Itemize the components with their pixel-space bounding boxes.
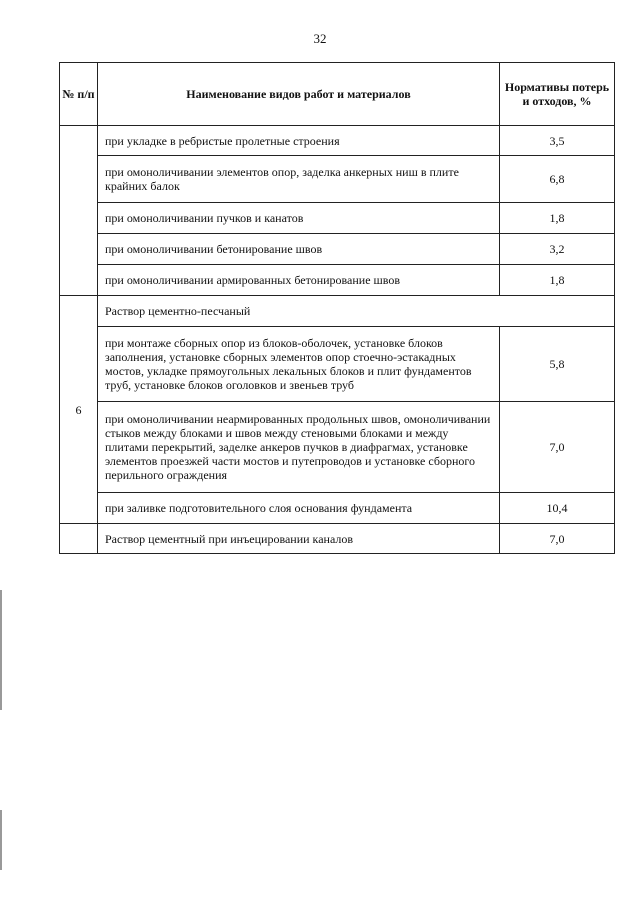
header-name: Наименование видов работ и материалов bbox=[98, 63, 500, 126]
row-number: 6 bbox=[60, 296, 98, 524]
row-value: 7,0 bbox=[500, 402, 615, 493]
scan-edge-mark bbox=[0, 810, 2, 870]
row-value: 7,0 bbox=[500, 524, 615, 554]
table-row bbox=[60, 524, 615, 554]
table-row bbox=[60, 296, 615, 327]
row-number-empty bbox=[60, 524, 98, 554]
row-name: при омоноличивании армированных бетонирование швов bbox=[98, 265, 500, 296]
row-value: 5,8 bbox=[500, 327, 615, 402]
norms-table bbox=[59, 62, 615, 554]
row-name: при заливке подготовительного слоя основания фундамента bbox=[98, 493, 500, 524]
header-norm: Нормативы потерь и отходов, % bbox=[500, 63, 615, 126]
page-number: 32 bbox=[313, 31, 327, 46]
row-value: 10,4 bbox=[500, 493, 615, 524]
row-name: при омоноличивании неармированных продольных швов, омоноличивании стыков между блоками и швов между стеновыми блоками и между плитами перекрытий, заделке анкеров пучков в диафрагмах, установке элементов проезжей части мостов и путепроводов и установке сборного перильного ограждения bbox=[98, 402, 500, 493]
row-name: при омоноличивании бетонирование швов bbox=[98, 234, 500, 265]
row-name: при омоноличивании элементов опор, заделка анкерных ниш в плите крайних балок bbox=[98, 156, 500, 203]
row-number-empty bbox=[60, 126, 98, 296]
row-name: при монтаже сборных опор из блоков-оболочек, установке блоков заполнения, установке сборных элементов опор стоечно-эстакадных мостов, укладке прямоугольных лекальных блоков и плит фундаментов труб, установке блоков оголовков и звеньев труб bbox=[98, 327, 500, 402]
table-row bbox=[60, 126, 615, 156]
table-row bbox=[60, 203, 615, 234]
table-row bbox=[60, 402, 615, 493]
row-name: Раствор цементный при инъецировании каналов bbox=[98, 524, 500, 554]
table-row bbox=[60, 265, 615, 296]
row-value: 3,2 bbox=[500, 234, 615, 265]
row-value: 3,5 bbox=[500, 126, 615, 156]
scan-edge-mark bbox=[0, 590, 2, 710]
row-value: 6,8 bbox=[500, 156, 615, 203]
table-row bbox=[60, 327, 615, 402]
table-row bbox=[60, 493, 615, 524]
row-value: 1,8 bbox=[500, 265, 615, 296]
header-num: № п/п bbox=[60, 63, 98, 126]
row-name: при укладке в ребристые пролетные строения bbox=[98, 126, 500, 156]
table-header-row bbox=[60, 63, 615, 126]
table-row bbox=[60, 156, 615, 203]
row-name: Раствор цементно-песчаный bbox=[98, 296, 615, 327]
row-value: 1,8 bbox=[500, 203, 615, 234]
table-row bbox=[60, 234, 615, 265]
row-name: при омоноличивании пучков и канатов bbox=[98, 203, 500, 234]
